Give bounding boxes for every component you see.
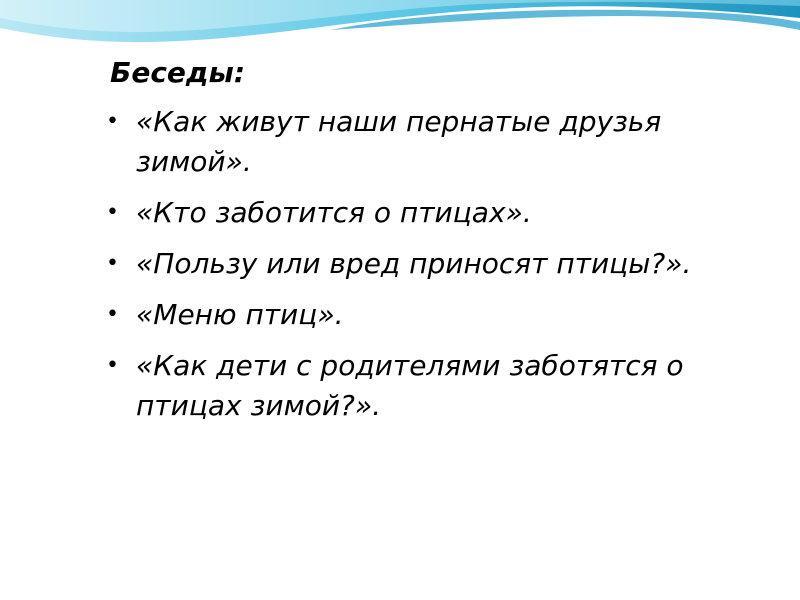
bullet-icon: • bbox=[106, 200, 119, 225]
slide-heading: Беседы: bbox=[110, 56, 246, 89]
list-item bbox=[106, 193, 746, 233]
list-item-text: «Как дети с родителями заботятся о птицах зимой?». bbox=[136, 349, 684, 422]
bullet-icon: • bbox=[106, 353, 119, 378]
list-item-text: «Меню птиц». bbox=[136, 298, 344, 331]
decorative-wave-banner bbox=[0, 0, 800, 60]
bullet-icon: • bbox=[106, 302, 119, 327]
bullet-icon: • bbox=[106, 251, 119, 276]
list-item-text: «Кто заботится о птицах». bbox=[136, 196, 532, 229]
list-item bbox=[106, 102, 746, 182]
list-item-text: «Пользу или вред приносят птицы?». bbox=[136, 247, 692, 280]
list-item bbox=[106, 295, 746, 335]
bullet-icon: • bbox=[106, 109, 119, 134]
slide-content bbox=[106, 54, 750, 437]
topics-list bbox=[106, 102, 746, 426]
list-item bbox=[106, 346, 746, 426]
list-item-text: «Как живут наши пернатые друзья зимой». bbox=[136, 105, 662, 178]
list-item bbox=[106, 244, 746, 284]
